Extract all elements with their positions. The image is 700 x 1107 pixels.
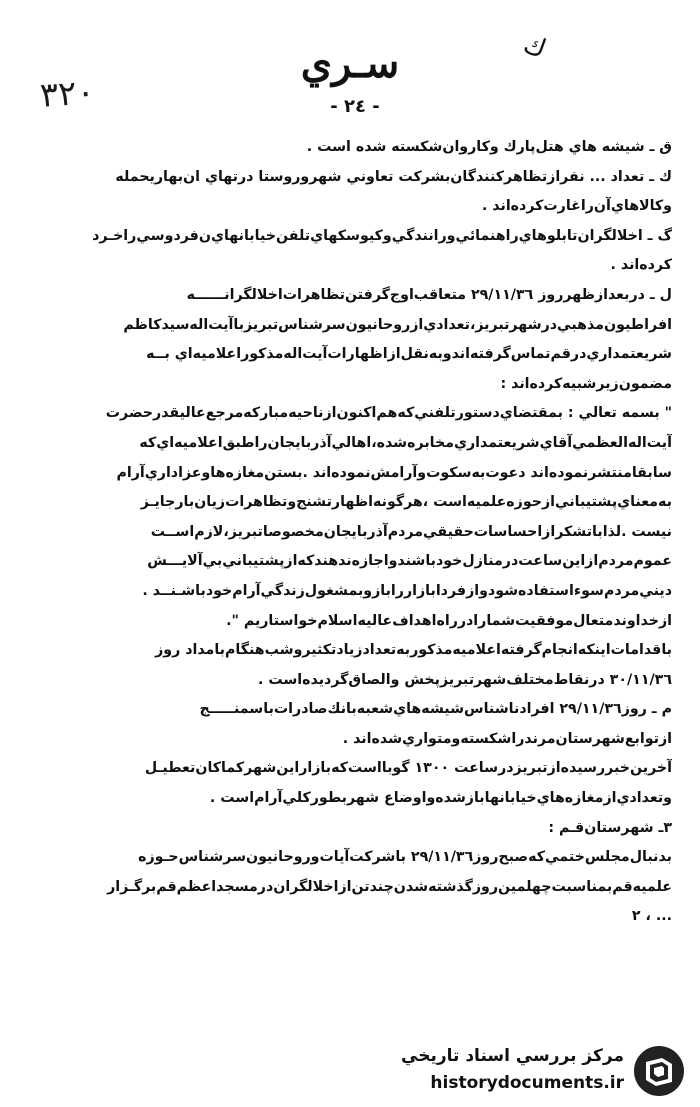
document-line: كرده‌اند . xyxy=(610,257,672,274)
document-line: آخرين‌خبررسيده‌ازتبريزدرساعت ١٣٠٠ گوبااست‌كه‌بازاراين‌شهركماكان‌تعطيـل xyxy=(144,760,672,777)
document-line: شريعتمداري‌درقم‌تماس‌گرفته‌اندوبه‌نقل‌ازاظهارات‌آيت‌اله‌مذكوراعلاميه‌اي بــه xyxy=(146,346,672,363)
document-body xyxy=(42,133,672,932)
archive-logo-icon xyxy=(632,1044,686,1098)
document-line: بدنبال‌مجلس‌ختمي‌كه‌صبح‌روز٢٩/١١/٣٦ باشركت‌آيات‌وروحانيون‌سرشناس‌حـوزه xyxy=(138,849,672,866)
document-line: ... ، ٢ xyxy=(631,908,672,925)
archive-watermark xyxy=(401,1042,692,1102)
document-line: وتعدادي‌ازمغازه‌هاي‌خيابانهابازشده‌واوضاع شهربطوركلي‌آرام‌است . xyxy=(209,790,672,807)
document-line: وكالاهاي‌آن‌راغارت‌كرده‌اند . xyxy=(481,198,672,215)
document-line: علميه‌قم‌بمناسبت‌چهلمين‌روزگذشته‌شدن‌چندتن‌ازاخلالگران‌درمسجداعظم‌قم‌برگـزار xyxy=(107,878,672,895)
document-line: م ـ روز٢٩/١١/٣٦ افرادناشناس‌شيشه‌هاي‌شعبه‌بانك‌صادرات‌باسمنـــــج xyxy=(199,701,672,718)
document-line: ٣ـ شهرستان‌قـم : xyxy=(548,819,672,836)
document-line: ل ـ دربعدازظهرروز ٢٩/١١/٣٦ متعاقب‌اوج‌گرفتن‌تظاهرات‌اخلالگرانــــــه xyxy=(186,286,672,303)
document-line: ك ـ تعداد ... نفرازتظاهركنندگان‌بشركت تعاوني شهروروستا درتهاي ان‌بهاريحمله xyxy=(115,168,672,185)
classification-title: سـري xyxy=(300,40,400,87)
document-line: ازخداوندمتعال‌موفقيت‌شمارادرراه‌اهداف‌عاليه‌اسلام‌خواستاريم ". xyxy=(226,612,672,629)
corner-check-mark: ك xyxy=(519,29,550,65)
document-line: آيت‌اله‌العظمي‌آقاي‌شريعتمداري‌مخابره‌شده،اهالي‌آذربايجان‌راطبق‌اعلاميه‌اي‌كه xyxy=(139,434,672,451)
document-line: گ ـ اخلالگران‌تابلوهاي‌راهنمائي‌ورانندگي‌وكيوسكهاي‌تلفن‌خيابانهاي‌ن‌فردوسي‌راخـرد xyxy=(92,227,672,244)
document-line: " بسمه تعالي : بمقتضاي‌دستورتلفني‌كه‌هم‌اكنون‌ازناحيه‌مباركه‌مرجع‌عاليقدرحضرت xyxy=(105,405,672,422)
document-line: دیني‌مردم‌سوءاستفاده‌شودوازفردابازاررابازوبمشغول‌زندگي‌آرام‌خودباشـنــد . xyxy=(142,582,672,599)
document-line: باقدامات‌اينكه‌انجام‌گرفته‌اعلاميه‌مذكوربه‌تعدادزيادتكثيروشب‌هنگام‌بامداد روز xyxy=(155,642,672,659)
document-line: به‌معناي‌پشتيباني‌ازحوزه‌علميه‌است ،هرگونه‌اظهارتشنج‌وتظاهرات‌زيان‌بارجايـز xyxy=(140,494,672,511)
document-line: افراطيون‌مذهبي‌درشهرتبريز،تعدادي‌ازروحانيون‌سرشناس‌تبريزباآيت‌اله‌سيدكاظم xyxy=(123,316,672,333)
document-line: نيست .لذاباتشكرازاحساسات‌حقيقي‌مردم‌آذربايجان‌مخصوصاتبريز،لازم‌اســت xyxy=(150,523,672,540)
document-line: ازتوابع‌شهرستان‌مرندراشكسته‌ومتواري‌شده‌اند . xyxy=(342,730,672,747)
document-line: مضمون‌زيرشبيه‌كرده‌اند : xyxy=(500,375,672,392)
document-line: ق ـ شيشه هاي هتل‌پارك وكاروان‌شكسته شده است . xyxy=(306,139,672,155)
page-number: - ٢٤ - xyxy=(330,96,380,117)
archive-name: مركز بررسي اسناد تاريخي xyxy=(401,1046,624,1066)
handwritten-page-number: ٣٢٠ xyxy=(38,72,97,116)
document-line: سابقامنتشرنموده‌اند دعوت‌به‌سكوت‌وآرامش‌نموده‌اند .بستن‌مغازه‌هاوعزاداري‌آرام xyxy=(116,464,672,481)
document-line: ٣٠/١١/٣٦ درنقاط‌مختلف‌شهرتبريزپخش والصاق‌گرديده‌است . xyxy=(257,671,672,688)
archive-website: historydocuments.ir xyxy=(430,1073,624,1093)
document-line: عموم‌مردم‌ازاين‌ساعت‌درمنازل‌خودباشندواجازه‌ندهندكه‌ازپشتيباني‌بي‌آلايـــش xyxy=(147,553,672,570)
